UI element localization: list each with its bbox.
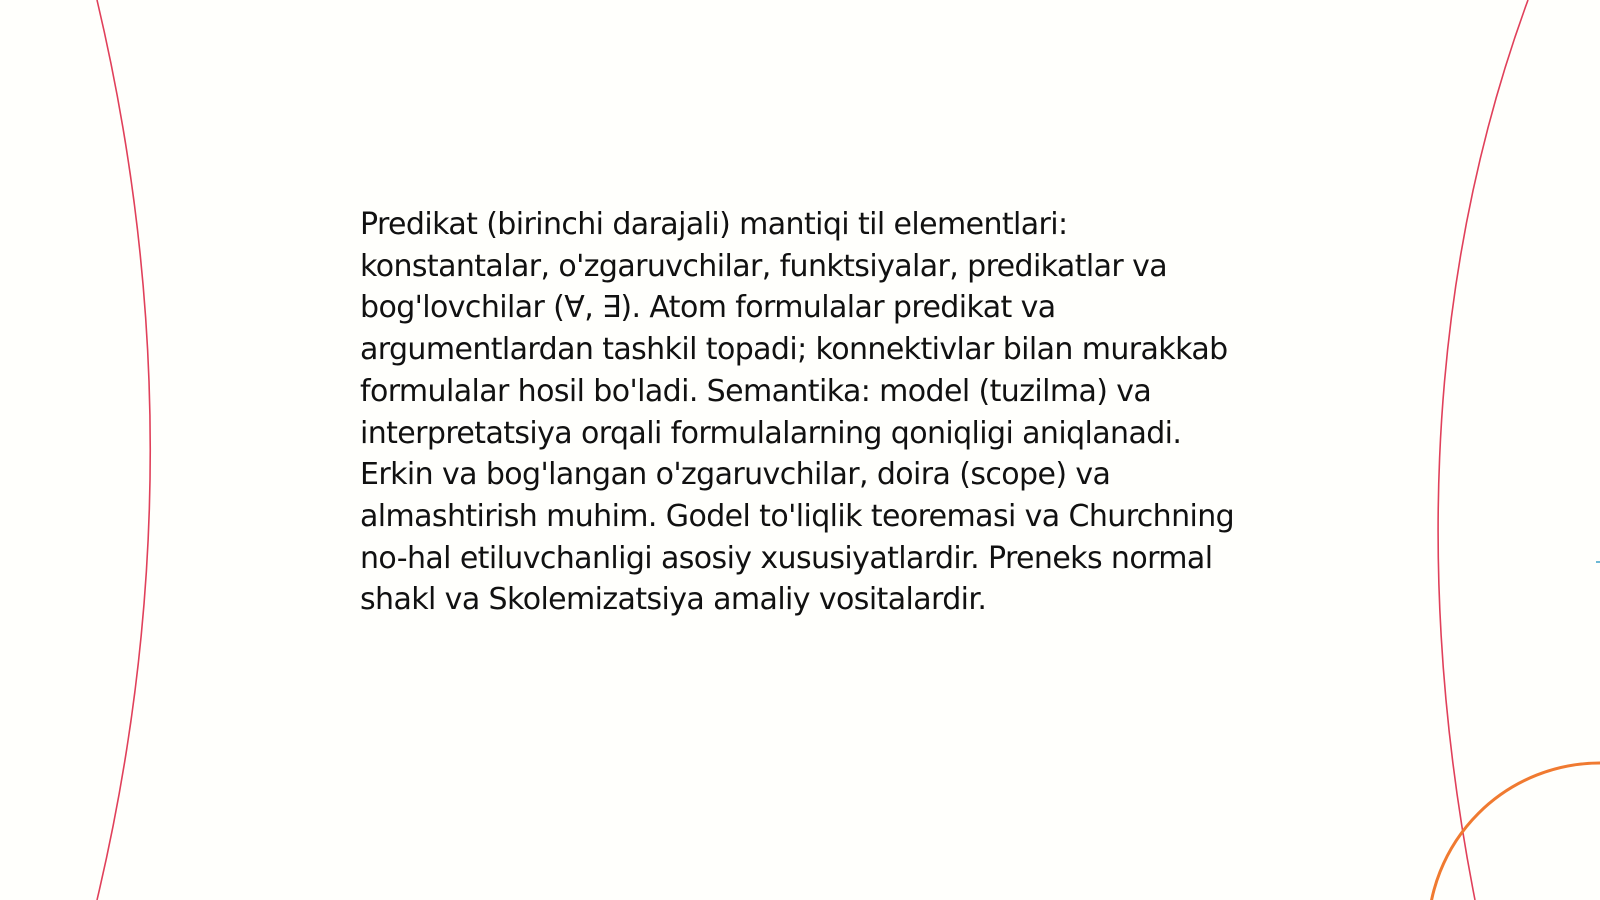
corner-circle-decoration [1428, 763, 1600, 900]
left-arc-decoration [97, 0, 150, 900]
slide-body-text: Predikat (birinchi darajali) mantiqi til elementlari: konstantalar, o'zgaruvchilar, funktsiyalar, predikatlar va bog'lovchilar (∀, ∃). Atom formulalar predikat va argumentlardan tashkil topadi; konnektivlar bilan murakkab formulalar hosil bo'ladi. Semantika: model (tuzilma) va interpretatsiya orqali formulalarning qoniqligi aniqlanadi. Erkin va bog'langan o'zgaruvchilar, doira (scope) va almashtirish muhim. Godel to'liqlik teoremasi va Churchning no-hal etiluvchanligi asosiy xususiyatlardir. Preneks normal shakl va Skolemizatsiya amaliy vositalardir. [360, 207, 1235, 618]
right-arc-decoration [1438, 0, 1528, 900]
